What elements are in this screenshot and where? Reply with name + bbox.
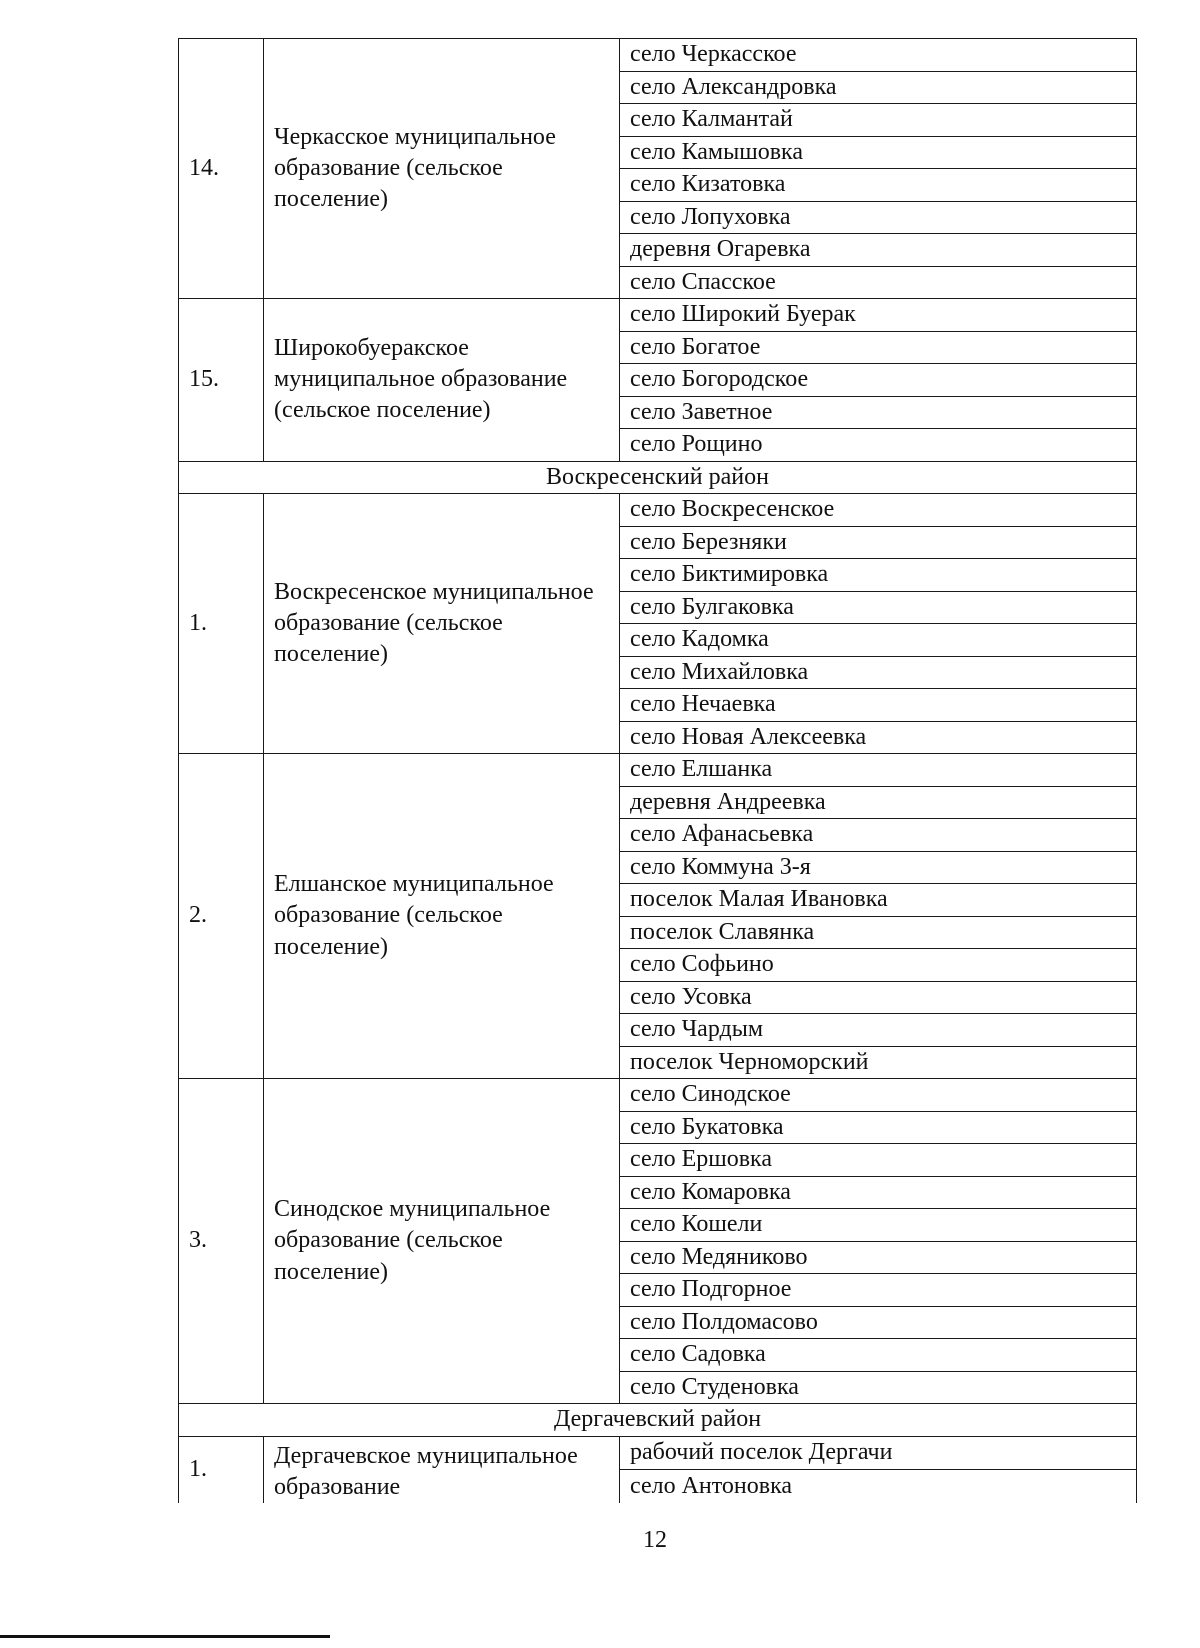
district-header-row bbox=[179, 461, 1137, 494]
municipality-name: Черкасское муниципальное образование (сельское поселение) bbox=[264, 39, 620, 299]
table-row bbox=[179, 299, 1137, 332]
settlement-name: село Булгаковка bbox=[620, 591, 1137, 624]
settlement-name: село Синодское bbox=[620, 1079, 1137, 1112]
table-row bbox=[179, 1079, 1137, 1112]
settlement-name: село Софьино bbox=[620, 949, 1137, 982]
footer-rule bbox=[0, 1635, 330, 1638]
municipality-name: Синодское муниципальное образование (сельское поселение) bbox=[264, 1079, 620, 1404]
settlement-name: село Александровка bbox=[620, 71, 1137, 104]
settlement-name: село Кошели bbox=[620, 1209, 1137, 1242]
settlement-name: село Черкасское bbox=[620, 39, 1137, 72]
settlements-table-body bbox=[179, 39, 1137, 1503]
settlement-name: поселок Черноморский bbox=[620, 1046, 1137, 1079]
municipality-number: 1. bbox=[179, 1436, 264, 1503]
settlement-name: село Михайловка bbox=[620, 656, 1137, 689]
settlement-name: село Лопуховка bbox=[620, 201, 1137, 234]
settlement-name: село Медяниково bbox=[620, 1241, 1137, 1274]
settlement-name: поселок Славянка bbox=[620, 916, 1137, 949]
settlement-name: село Кизатовка bbox=[620, 169, 1137, 202]
settlement-name: село Садовка bbox=[620, 1339, 1137, 1372]
table-row bbox=[179, 39, 1137, 72]
settlement-name: село Студеновка bbox=[620, 1371, 1137, 1404]
settlement-name: село Букатовка bbox=[620, 1111, 1137, 1144]
settlement-name: село Полдомасово bbox=[620, 1306, 1137, 1339]
settlement-name: село Биктимировка bbox=[620, 559, 1137, 592]
settlement-name: село Калмантай bbox=[620, 104, 1137, 137]
settlement-name: село Широкий Буерак bbox=[620, 299, 1137, 332]
settlement-name: поселок Малая Ивановка bbox=[620, 884, 1137, 917]
settlement-name: село Богатое bbox=[620, 331, 1137, 364]
table-row bbox=[179, 754, 1137, 787]
settlement-name: село Новая Алексеевка bbox=[620, 721, 1137, 754]
table-row bbox=[179, 1436, 1137, 1470]
municipality-number: 15. bbox=[179, 299, 264, 462]
settlement-name: село Нечаевка bbox=[620, 689, 1137, 722]
municipality-name: Дергачевское муниципальное образование bbox=[264, 1436, 620, 1503]
municipality-number: 2. bbox=[179, 754, 264, 1079]
settlement-name: село Камышовка bbox=[620, 136, 1137, 169]
settlement-name: село Кадомка bbox=[620, 624, 1137, 657]
municipality-number: 1. bbox=[179, 494, 264, 754]
municipality-name: Воскресенское муниципальное образование (сельское поселение) bbox=[264, 494, 620, 754]
settlement-name: село Афанасьевка bbox=[620, 819, 1137, 852]
settlement-name: село Коммуна 3-я bbox=[620, 851, 1137, 884]
settlement-name: деревня Андреевка bbox=[620, 786, 1137, 819]
settlement-name: село Воскресенское bbox=[620, 494, 1137, 527]
settlement-name: рабочий поселок Дергачи bbox=[620, 1436, 1137, 1470]
district-name: Дергачевский район bbox=[179, 1404, 1137, 1437]
settlement-name: село Рощино bbox=[620, 429, 1137, 462]
settlement-name: село Елшанка bbox=[620, 754, 1137, 787]
municipality-number: 14. bbox=[179, 39, 264, 299]
municipality-number: 3. bbox=[179, 1079, 264, 1404]
settlement-name: село Антоновка bbox=[620, 1470, 1137, 1503]
settlement-name: село Чардым bbox=[620, 1014, 1137, 1047]
settlement-name: село Подгорное bbox=[620, 1274, 1137, 1307]
municipality-name: Широкобуеракское муниципальное образование (сельское поселение) bbox=[264, 299, 620, 462]
municipality-name: Елшанское муниципальное образование (сельское поселение) bbox=[264, 754, 620, 1079]
settlement-name: село Усовка bbox=[620, 981, 1137, 1014]
district-name: Воскресенский район bbox=[179, 461, 1137, 494]
settlement-name: село Богородское bbox=[620, 364, 1137, 397]
settlement-name: село Комаровка bbox=[620, 1176, 1137, 1209]
settlement-name: село Ершовка bbox=[620, 1144, 1137, 1177]
page-number: 12 bbox=[643, 1527, 667, 1553]
settlement-name: село Березняки bbox=[620, 526, 1137, 559]
table-row bbox=[179, 494, 1137, 527]
settlement-name: село Заветное bbox=[620, 396, 1137, 429]
settlement-name: село Спасское bbox=[620, 266, 1137, 299]
settlement-name: деревня Огаревка bbox=[620, 234, 1137, 267]
district-header-row bbox=[179, 1404, 1137, 1437]
settlements-table bbox=[178, 38, 1137, 1503]
